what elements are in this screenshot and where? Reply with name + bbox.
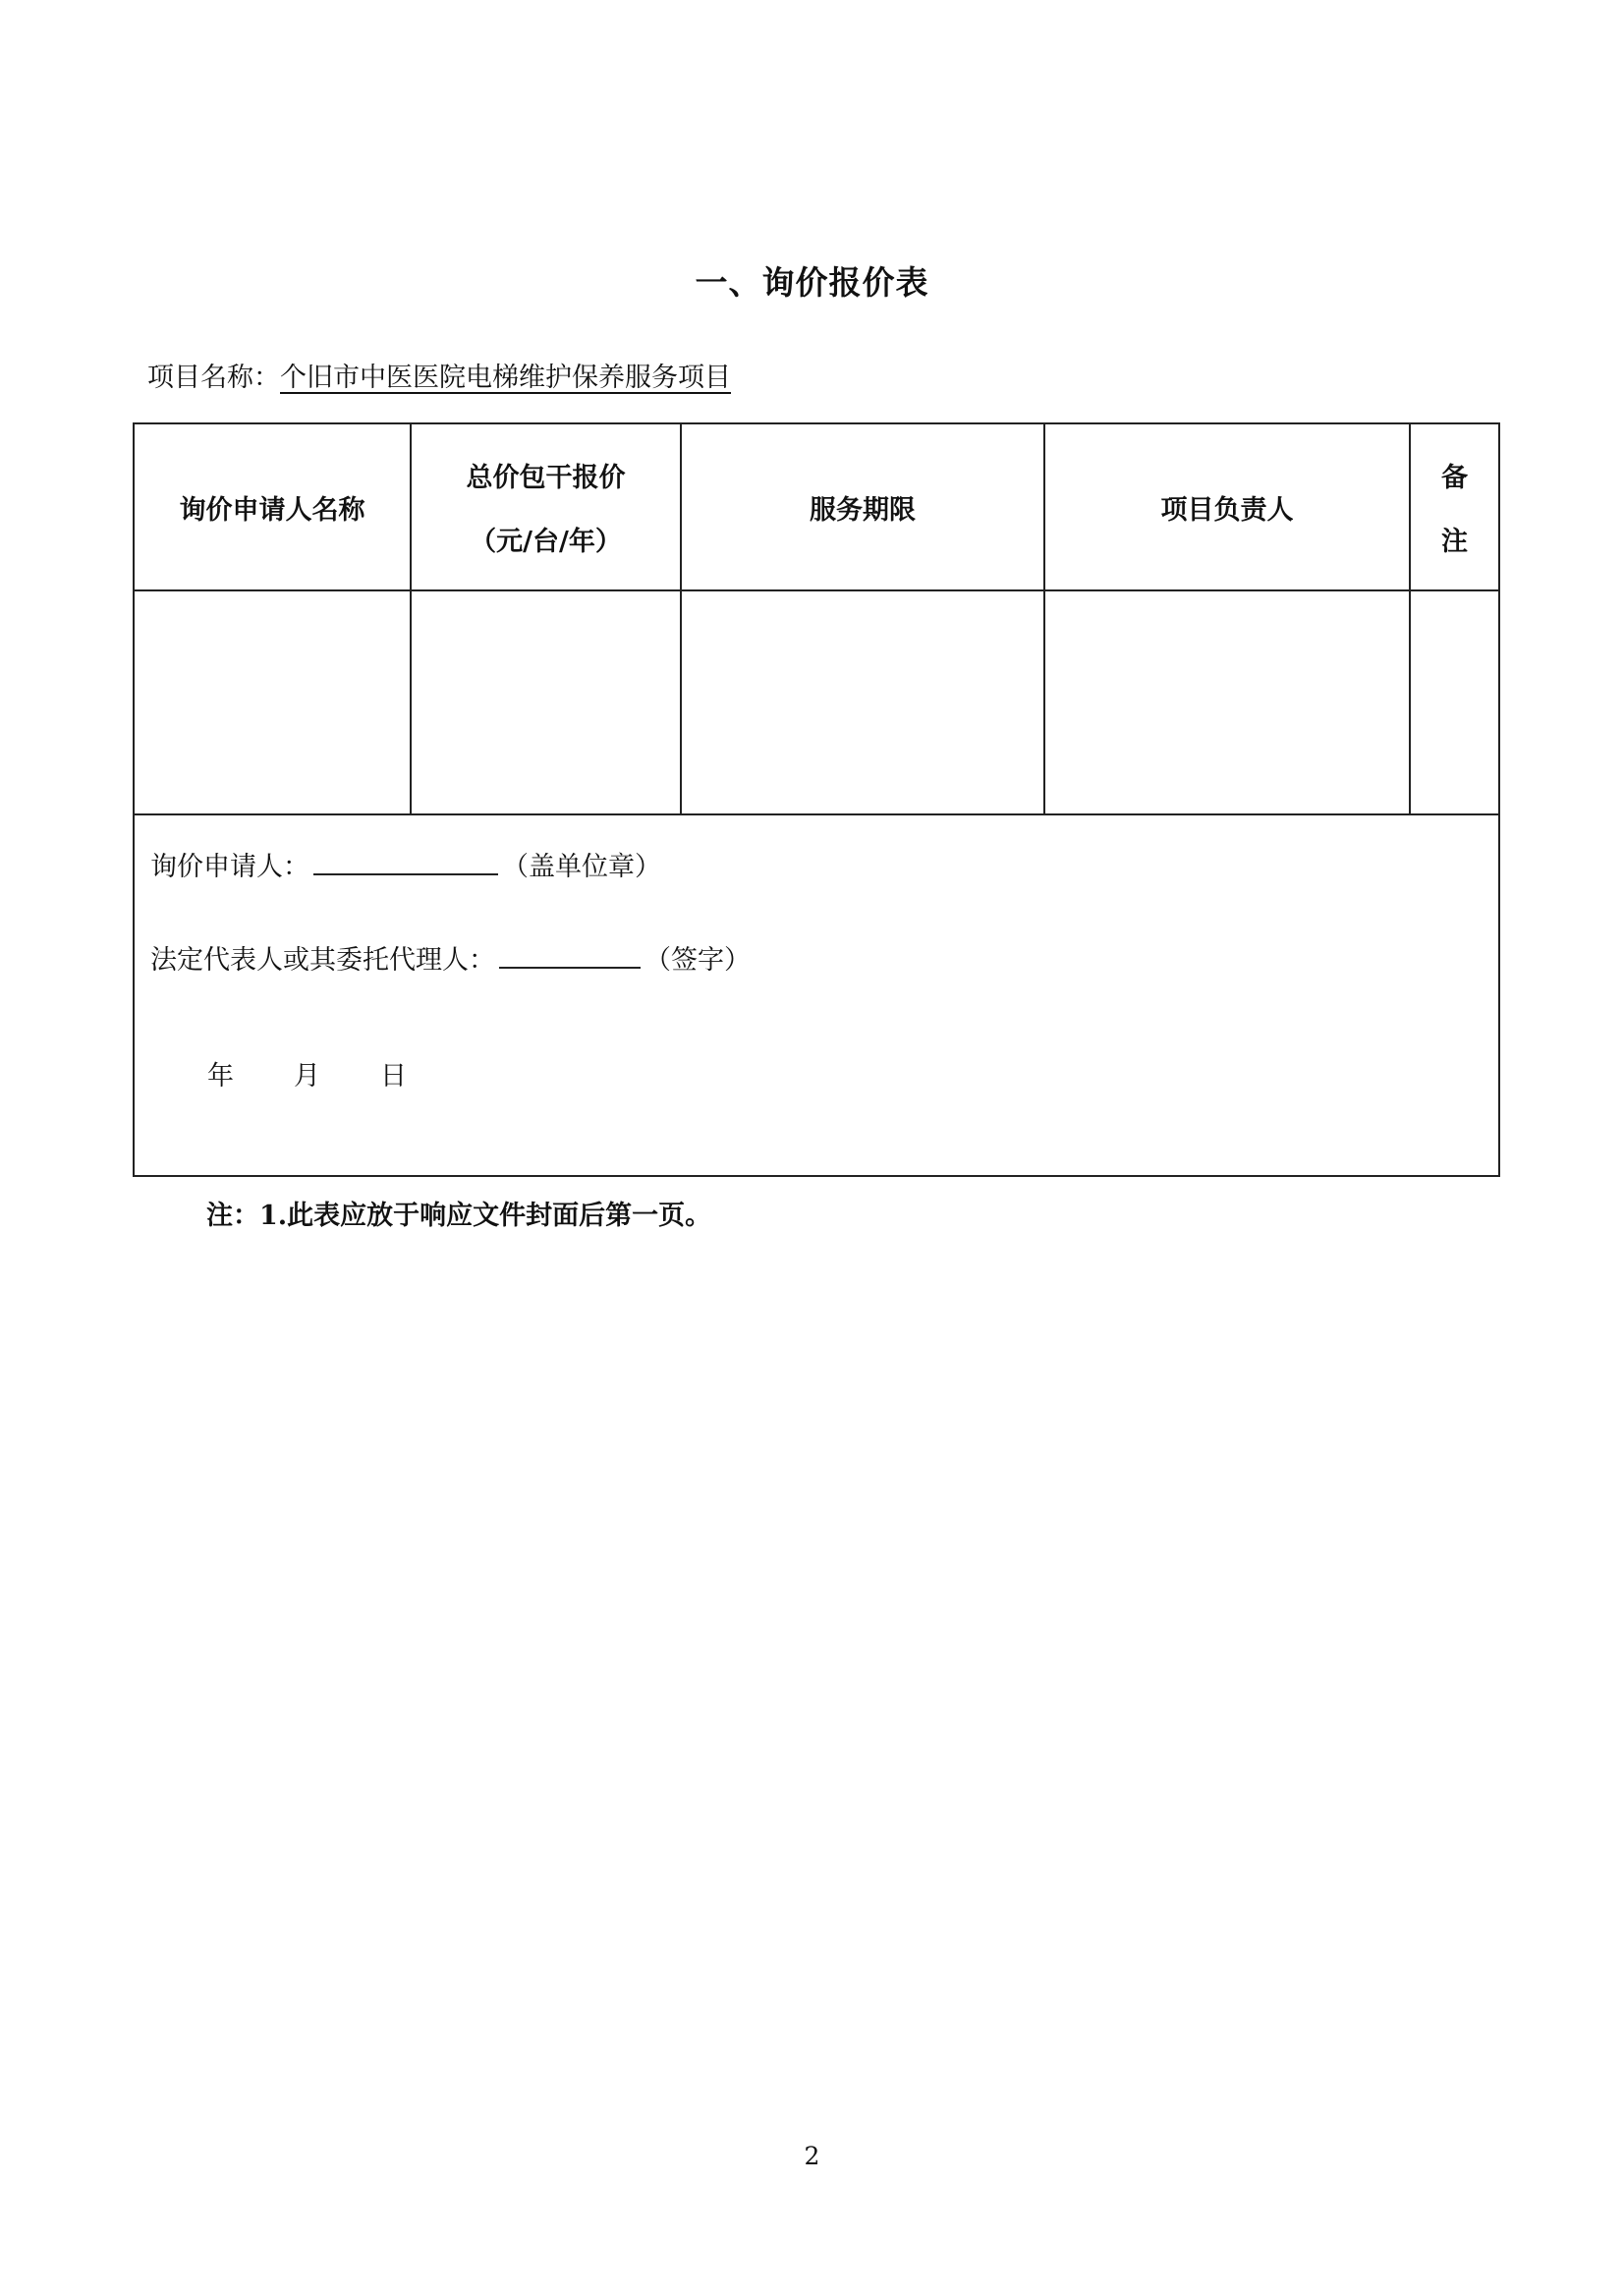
entry-applicant-name-cell[interactable] [134,590,411,814]
project-name-label: 项目名称： [147,363,280,393]
date-month: 月 [294,1061,320,1092]
date-day: 日 [380,1061,407,1092]
header-total-price-line2: （元/台/年） [470,527,622,557]
representative-signature-line [150,938,751,977]
page-number: 2 [804,2142,820,2170]
header-total-price [411,423,681,590]
applicant-label: 询价申请人： [150,852,309,882]
entry-total-price-cell[interactable] [411,590,681,814]
representative-label: 法定代表人或其委托代理人： [150,945,495,976]
header-total-price-line1: 总价包干报价 [466,463,626,493]
footnote: 注：1.此表应放于响应文件封面后第一页。 [206,1201,712,1231]
header-project-manager [1044,423,1410,590]
header-applicant-name-text: 询价申请人名称 [179,494,365,526]
header-applicant-name [134,423,411,590]
header-remarks [1410,423,1499,590]
representative-blank[interactable] [499,966,641,969]
header-row [134,423,1499,590]
representative-sign-note: （签字） [644,945,751,976]
date-year: 年 [207,1061,234,1092]
header-project-manager-text: 项目负责人 [1160,494,1294,526]
applicant-blank[interactable] [313,872,498,875]
page-title: 一、询价报价表 [695,263,929,302]
quotation-table [133,422,1500,1177]
project-name-line [147,356,731,394]
header-remarks-line1: 备 [1441,463,1468,493]
entry-remarks-cell[interactable] [1410,590,1499,814]
entry-service-period-cell[interactable] [681,590,1044,814]
date-line [207,1054,407,1092]
entry-row [134,590,1499,814]
project-name-value: 个旧市中医医院电梯维护保养服务项目 [280,363,731,393]
signature-cell [134,814,1499,1176]
applicant-seal-note: （盖单位章） [502,852,661,882]
entry-project-manager-cell[interactable] [1044,590,1410,814]
applicant-signature-line [150,845,661,883]
header-remarks-line2: 注 [1441,527,1468,557]
header-service-period-text: 服务期限 [810,494,916,526]
signature-row [134,814,1499,1176]
header-service-period [681,423,1044,590]
